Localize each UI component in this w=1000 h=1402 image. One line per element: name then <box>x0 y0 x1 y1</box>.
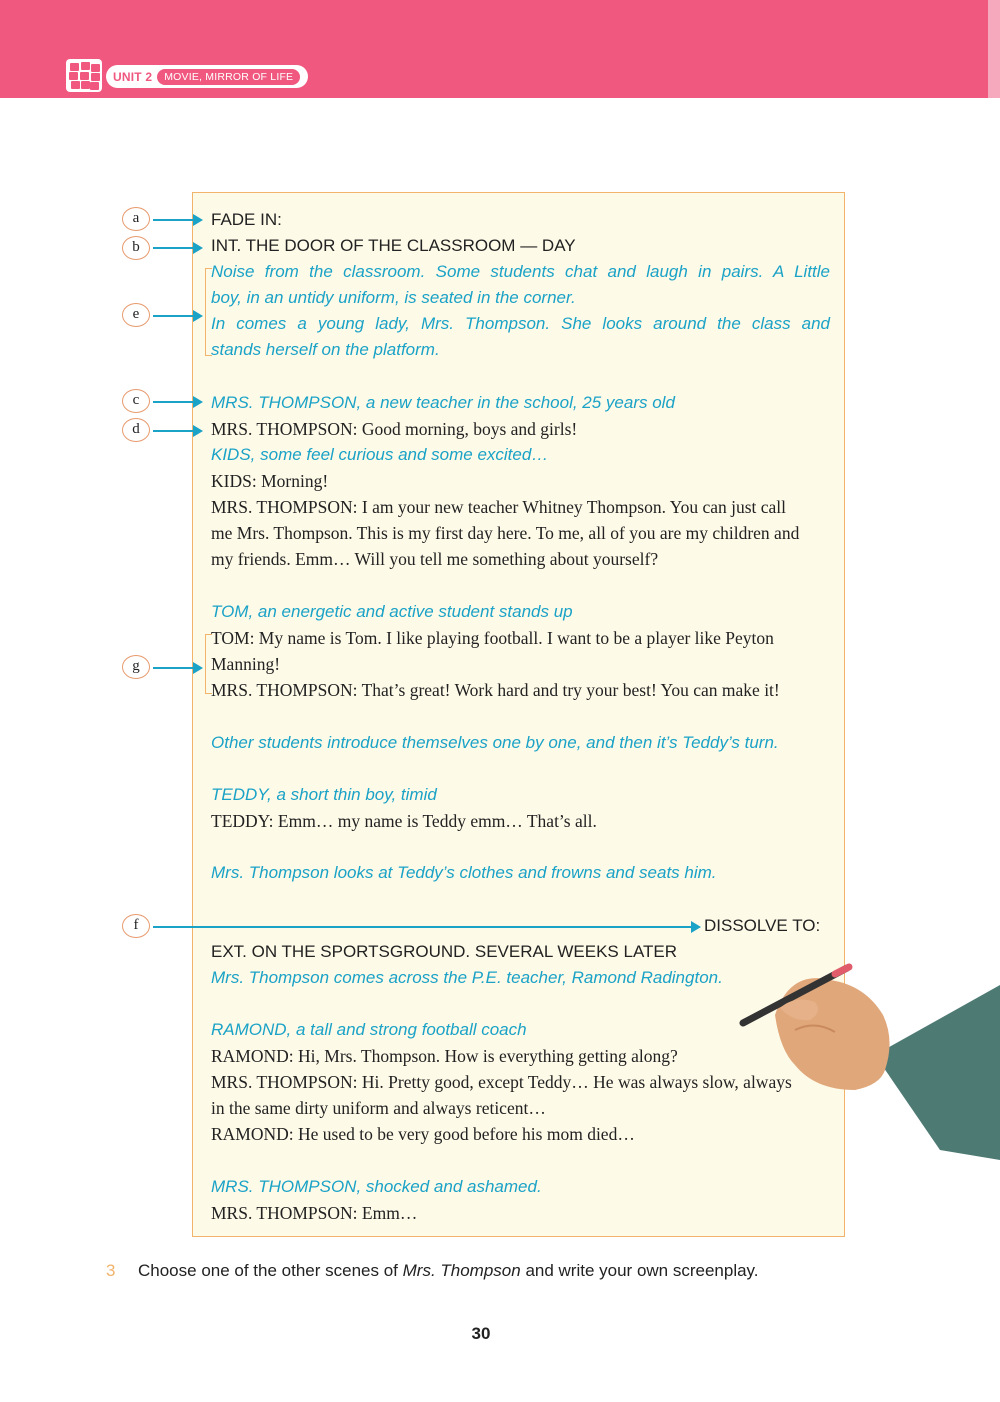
arrow-d <box>153 430 195 432</box>
marker-e: e <box>122 303 150 327</box>
exercise-instruction: Choose one of the other scenes of Mrs. Thompson and write your own screenplay. <box>138 1261 759 1280</box>
script-line-action: Other students introduce themselves one by one, and then it’s Teddy’s turn. <box>211 733 779 752</box>
script-line-dialogue: RAMOND: Hi, Mrs. Thompson. How is everything getting along? <box>211 1046 678 1066</box>
marker-g: g <box>122 655 150 679</box>
script-line-action: In comes a young lady, Mrs. Thompson. She looks around the class and <box>211 314 830 333</box>
script-line-scene-heading: INT. THE DOOR OF THE CLASSROOM — DAY <box>211 236 576 255</box>
arrow-c <box>153 401 195 403</box>
marker-a: a <box>122 207 150 231</box>
script-line-dialogue: KIDS: Morning! <box>211 471 329 491</box>
script-line-dialogue: MRS. THOMPSON: Good morning, boys and girls! <box>211 419 578 439</box>
script-line-dialogue: MRS. THOMPSON: Hi. Pretty good, except Teddy… He was always slow, always <box>211 1072 792 1092</box>
arrow-a <box>153 219 195 221</box>
arrow-g <box>153 667 195 669</box>
exercise-number: 3 <box>106 1261 116 1280</box>
script-line-character-intro: TEDDY, a short thin boy, timid <box>211 785 437 804</box>
sleeve-shape <box>875 985 1000 1160</box>
bracket-e <box>205 268 212 356</box>
script-line-dialogue: my friends. Emm… Will you tell me something about yourself? <box>211 549 659 569</box>
marker-c: c <box>122 389 150 413</box>
script-line-character-intro: RAMOND, a tall and strong football coach <box>211 1020 527 1039</box>
unit-title: MOVIE, MIRROR OF LIFE <box>157 69 300 85</box>
script-line-action: Noise from the classroom. Some students chat and laugh in pairs. A Little <box>211 262 830 281</box>
script-line-action: stands herself on the platform. <box>211 340 440 359</box>
script-line-character-intro: MRS. THOMPSON, a new teacher in the school, 25 years old <box>211 393 675 412</box>
header-edge <box>988 0 1000 98</box>
script-line-scene-heading: EXT. ON THE SPORTSGROUND. SEVERAL WEEKS LATER <box>211 942 678 961</box>
marker-f: f <box>122 914 150 938</box>
script-line-dialogue: in the same dirty uniform and always reticent… <box>211 1098 546 1118</box>
script-line-action: boy, in an untidy uniform, is seated in the corner. <box>211 288 576 307</box>
marker-d: d <box>122 418 150 442</box>
script-line-transition: DISSOLVE TO: <box>704 916 821 935</box>
script-line-dialogue: MRS. THOMPSON: Emm… <box>211 1203 418 1223</box>
script-line-action: Mrs. Thompson comes across the P.E. teacher, Ramond Radington. <box>211 968 723 987</box>
arrow-e <box>153 315 195 317</box>
script-line-dialogue: TOM: My name is Tom. I like playing football. I want to be a player like Peyton <box>211 628 774 648</box>
script-line-dialogue: RAMOND: He used to be very good before his mom died… <box>211 1124 635 1144</box>
unit-badge <box>106 65 308 88</box>
script-line-action: Mrs. Thompson looks at Teddy’s clothes and frowns and seats him. <box>211 863 717 882</box>
marker-b: b <box>122 236 150 260</box>
arrow-f <box>153 926 693 928</box>
script-line-character-intro: TOM, an energetic and active student stands up <box>211 602 573 621</box>
script-line-character-intro: KIDS, some feel curious and some excited… <box>211 445 549 464</box>
page-number: 30 <box>471 1324 491 1343</box>
hand-pencil-illustration <box>735 960 1000 1160</box>
unit-logo-icon <box>66 59 102 92</box>
arrow-b <box>153 247 195 249</box>
script-line-fade-in: FADE IN: <box>211 210 282 229</box>
bracket-g <box>205 634 212 694</box>
script-line-character-intro: MRS. THOMPSON, shocked and ashamed. <box>211 1177 542 1196</box>
unit-label: UNIT 2 <box>113 69 153 84</box>
script-line-dialogue: Manning! <box>211 654 281 674</box>
script-line-dialogue: MRS. THOMPSON: That’s great! Work hard and try your best! You can make it! <box>211 680 780 700</box>
script-line-dialogue: TEDDY: Emm… my name is Teddy emm… That’s all. <box>211 811 597 831</box>
script-line-dialogue: MRS. THOMPSON: I am your new teacher Whitney Thompson. You can just call <box>211 497 787 517</box>
script-line-dialogue: me Mrs. Thompson. This is my first day here. To me, all of you are my children and <box>211 523 800 543</box>
